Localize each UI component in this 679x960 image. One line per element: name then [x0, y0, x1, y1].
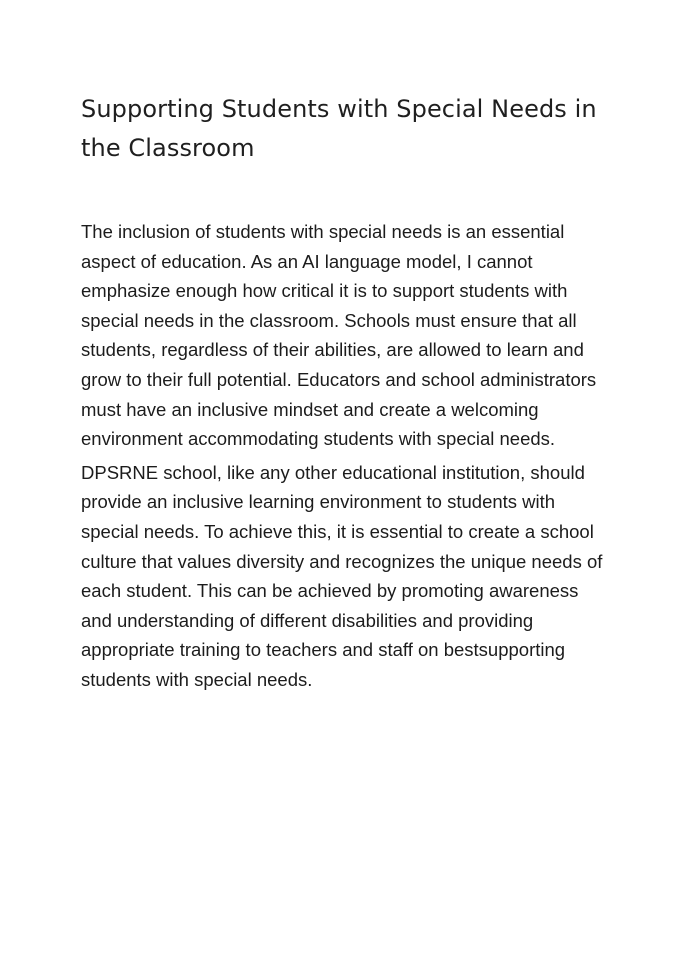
paragraph: DPSRNE school, like any other educational institution, should provide an inclusive learning environment to students with special needs. To achieve this, it is essential to create a school culture that values diversity and recognizes the unique needs of each student. This can be achieved by promoting awareness and understanding of different disabilities and providing appropriate training to teachers and staff on bestsupporting students with special needs. — [81, 461, 603, 690]
document-body — [81, 217, 606, 699]
document-title: Supporting Students with Special Needs in the Classroom — [81, 95, 597, 162]
paragraph: The inclusion of students with special needs is an essential aspect of education. As an AI language model, I cannot emphasize enough how critical it is to support students with special needs in the classroom. Schools must ensure that all students, regardless of their abilities, are allowed to learn and grow to their full potential. Educators and school administrators must have an inclusive mindset and create a welcoming environment accommodating students with special needs. — [81, 221, 597, 450]
